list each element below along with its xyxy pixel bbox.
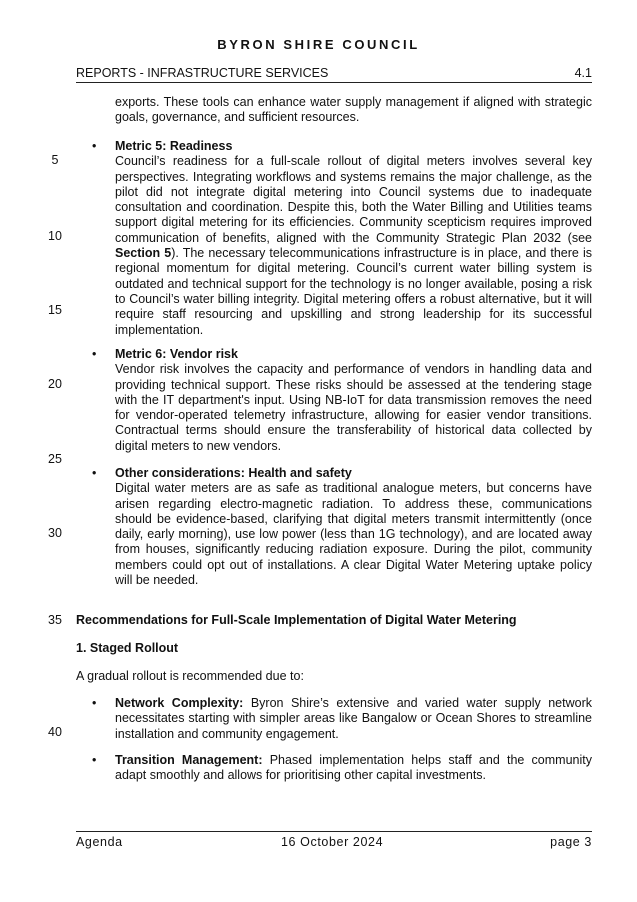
line-number: 30 [48, 526, 62, 540]
bullet-dot: • [92, 347, 97, 361]
footer-page-number: page 3 [550, 835, 592, 849]
list-item [115, 753, 592, 784]
council-title: BYRON SHIRE COUNCIL [217, 37, 420, 52]
line-number: 10 [48, 229, 62, 243]
metric-readiness [115, 139, 592, 338]
report-section: REPORTS - INFRASTRUCTURE SERVICES [76, 66, 329, 80]
metric-text: Vendor risk involves the capacity and performance of vendors in handling data and providing technical support. These risks should be assessed at the tendering stage with the IT department's input. Using NB-IoT for data transmission removes the need for vendor-operated telemetry infrastructure, allowing for easier vendor transitions. Contractual terms should ensure the transferability of historical data collected by digital meters to new vendors. [115, 362, 592, 453]
item-label: Transition Management: [115, 753, 263, 767]
line-number: 40 [48, 725, 62, 739]
staged-rollout-heading: 1. Staged Rollout [76, 641, 179, 655]
metric-text: Digital water meters are as safe as traditional analogue meters, but concerns have arisen regarding electro-magnetic radiation. To address these, communications should be evidence-based, clarifying that digital meters transmit intermittently (once daily, early morning), use low power (less than 1G technology), and are located away from houses, significantly reducing radiation exposure. During the pilot, community members could opt out of installations. A clear Digital Water Metering uptake policy will be needed. [115, 481, 592, 588]
report-item-number: 4.1 [574, 66, 592, 80]
intro-paragraph: exports. These tools can enhance water supply management if aligned with strategic goals, governance, and sufficient resources. [115, 95, 592, 125]
bullet-dot: • [92, 696, 97, 710]
footer-date: 16 October 2024 [281, 835, 384, 849]
bullet-dot: • [92, 139, 97, 153]
footer-agenda: Agenda [76, 835, 123, 849]
item-text: Byron Shire’s extensive and varied water supply network necessitates starting with simpler areas like Bangalow or Ocean Shores to streamline installation and community engagement. [115, 696, 592, 741]
list-item [115, 696, 592, 742]
recommendations-heading: Recommendations for Full-Scale Implementation of Digital Water Metering [76, 613, 517, 627]
line-number: 35 [48, 613, 62, 627]
metric-title: Other considerations: Health and safety [115, 466, 352, 480]
metric-text: ). The necessary telecommunications infrastructure is in place, and there is regional momentum for digital metering. Council’s current water billing system is outdated and technical support for the technology is no longer available, posing a risk to Council’s water billing integrity. Digital metering offers a robust alternative, but it will require staff resourcing and upskilling and strong leadership for its successful implementation. [115, 246, 592, 337]
metric-vendor-risk [115, 347, 592, 454]
health-safety [115, 466, 592, 588]
line-number: 15 [48, 303, 62, 317]
metric-title: Metric 6: Vendor risk [115, 347, 238, 361]
item-label: Network Complexity: [115, 696, 244, 710]
item-text: Phased implementation helps staff and the community adapt smoothly and allows for prioritising other capital investments. [115, 753, 592, 783]
line-number: 20 [48, 377, 62, 391]
metric-text: Council’s readiness for a full-scale rollout of digital meters involves several key perspectives. Integrating workflows and systems remains the major challenge, as the pilot did not integrate digital metering into Council systems due to inadequate consultation and coordination. Despite this, both the Water Billing and Utilities teams support digital metering for its efficiencies. Community scepticism requires improved communication of benefits, aligned with the Community Strategic Plan 2032 (see [115, 154, 592, 245]
line-number: 5 [51, 153, 59, 167]
page-footer [76, 831, 592, 849]
report-header [76, 66, 592, 83]
section-reference: Section 5 [115, 246, 172, 261]
line-number: 25 [48, 452, 62, 466]
bullet-dot: • [92, 753, 97, 767]
bullet-dot: • [92, 466, 97, 480]
rollout-intro: A gradual rollout is recommended due to: [76, 669, 304, 683]
metric-title: Metric 5: Readiness [115, 139, 233, 153]
